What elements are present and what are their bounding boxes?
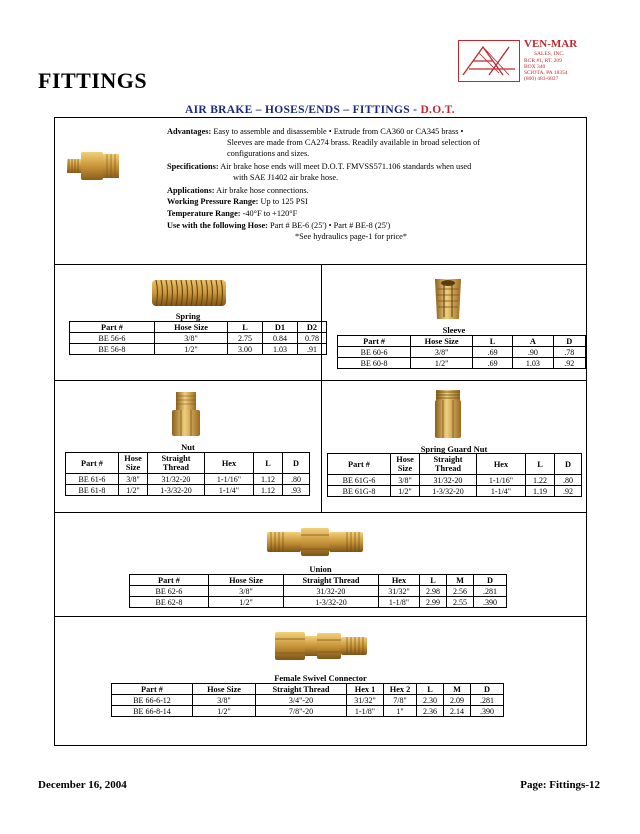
table-cell: 1/2"	[391, 486, 420, 497]
table-cell: BE 62-8	[130, 597, 209, 608]
table-cell: 1-1/16"	[205, 474, 254, 485]
hydraulics-note: *See hydraulics page-1 for price*	[295, 232, 407, 241]
table-cell: 7/8"-20	[256, 706, 347, 717]
logo-line: SALES, INC.	[534, 51, 565, 57]
table-cell: 7/8"	[384, 695, 417, 706]
table-cell: 1-1/8"	[347, 706, 384, 717]
table-cell: 1.03	[263, 344, 298, 355]
column-header: Straight Thread	[284, 575, 379, 586]
hose-label: Use with the following Hose:	[167, 221, 268, 230]
advantages-line: configurations and sizes.	[227, 149, 310, 158]
logo-mark	[458, 40, 520, 82]
table-row	[70, 344, 327, 355]
table-cell: 2.09	[444, 695, 471, 706]
table-cell: .80	[283, 474, 310, 485]
column-header: D2	[298, 322, 327, 333]
column-header: L	[420, 575, 447, 586]
table-cell: 2.56	[447, 586, 474, 597]
company-logo	[458, 40, 608, 86]
column-header: D	[283, 453, 310, 474]
table-row	[338, 347, 586, 358]
table-cell: 2.14	[444, 706, 471, 717]
advantages-line: Sleeves are made from CA274 brass. Readily available in broad selection of	[227, 138, 480, 147]
temperature-label: Temperature Range:	[167, 209, 241, 218]
spring-guard-nut-table	[327, 453, 582, 497]
table-cell: 2.99	[420, 597, 447, 608]
hose-end-photo	[65, 142, 121, 190]
spring-guard-nut-caption: Spring Guard Nut	[420, 444, 488, 454]
column-header: Straight Thread	[420, 454, 477, 475]
spring-caption: Spring	[175, 311, 201, 321]
column-header: Straight Thread	[256, 684, 347, 695]
table-cell: BE 60-8	[338, 358, 411, 369]
column-header: Straight Thread	[148, 453, 205, 474]
table-cell: .92	[553, 358, 586, 369]
section-divider	[55, 512, 586, 513]
logo-line: SCIOTA, PA 18354	[524, 70, 568, 76]
table-cell: 2.36	[417, 706, 444, 717]
table-cell: 31/32"	[347, 695, 384, 706]
logo-line: RCR #1, RT. 209	[524, 58, 562, 64]
column-header: Hex 2	[384, 684, 417, 695]
table-cell: 1-3/32-20	[420, 486, 477, 497]
table-cell: 3.00	[228, 344, 263, 355]
table-row	[70, 333, 327, 344]
advantages-label: Advantages:	[167, 127, 212, 136]
nut-caption: Nut	[181, 442, 195, 452]
column-header: L	[472, 336, 512, 347]
column-header: Hose Size	[391, 454, 420, 475]
column-header: Part #	[70, 322, 155, 333]
spring-photo	[150, 277, 228, 309]
pressure-text	[167, 197, 308, 207]
column-header: Part #	[338, 336, 411, 347]
column-header: A	[513, 336, 553, 347]
sleeve-table	[337, 335, 586, 369]
table-cell: 31/32-20	[420, 475, 477, 486]
column-header: D	[555, 454, 582, 475]
column-header: L	[417, 684, 444, 695]
table-row	[328, 486, 582, 497]
column-divider	[321, 264, 322, 512]
female-swivel-photo	[273, 626, 369, 666]
column-header: Part #	[130, 575, 209, 586]
table-cell: 1-3/32-20	[284, 597, 379, 608]
catalog-frame	[54, 117, 587, 746]
table-cell: 0.84	[263, 333, 298, 344]
table-cell: 1.19	[526, 486, 555, 497]
section-banner	[0, 104, 640, 116]
table-cell: 1"	[384, 706, 417, 717]
temperature-text	[167, 209, 297, 219]
table-cell: 31/32-20	[284, 586, 379, 597]
sleeve-caption: Sleeve	[442, 325, 466, 335]
hose-text	[167, 221, 390, 231]
banner-dot: D.O.T.	[420, 104, 455, 116]
column-header: L	[254, 453, 283, 474]
logo-line: (800) 483-6827	[524, 76, 559, 82]
section-divider	[55, 616, 586, 617]
specifications-line: with SAE J1402 air brake hose.	[233, 173, 339, 182]
advantages-line: Easy to assemble and disassemble • Extrude from CA360 or CA345 brass •	[211, 127, 464, 136]
footer-page-number: Page: Fittings-12	[520, 779, 600, 791]
column-header: D	[471, 684, 504, 695]
table-cell: BE 61G-6	[328, 475, 391, 486]
applications-value: Air brake hose connections.	[214, 186, 309, 195]
table-cell: 3/8"	[193, 695, 256, 706]
spring-table	[69, 321, 327, 355]
table-cell: 1-1/4"	[205, 485, 254, 496]
table-cell: 1-1/8"	[379, 597, 420, 608]
table-cell: 1-1/4"	[477, 486, 526, 497]
column-header: M	[444, 684, 471, 695]
table-cell: BE 66-6-12	[112, 695, 193, 706]
table-cell: 1-3/32-20	[148, 485, 205, 496]
table-cell: 1.22	[526, 475, 555, 486]
nut-photo	[169, 390, 203, 438]
banner-text: AIR BRAKE – HOSES/ENDS – FITTINGS -	[185, 104, 421, 116]
table-cell: BE 61G-8	[328, 486, 391, 497]
table-cell: 3/8"	[411, 347, 473, 358]
table-row	[130, 597, 507, 608]
advantages-text	[167, 127, 463, 137]
table-cell: .93	[283, 485, 310, 496]
table-cell: 1.12	[254, 485, 283, 496]
column-header: Hex 1	[347, 684, 384, 695]
column-header: Hex	[477, 454, 526, 475]
table-cell: 2.30	[417, 695, 444, 706]
table-cell: 1.12	[254, 474, 283, 485]
specifications-line: Air brake hose ends will meet D.O.T. FMVSS571.106 standards when used	[218, 162, 472, 171]
table-row	[66, 485, 310, 496]
column-header: D	[553, 336, 586, 347]
table-cell: 1.03	[513, 358, 553, 369]
column-header: Hose Size	[411, 336, 473, 347]
table-cell: BE 56-6	[70, 333, 155, 344]
table-cell: BE 61-6	[66, 474, 119, 485]
logo-name: VEN-MAR	[524, 38, 578, 50]
table-cell: BE 62-6	[130, 586, 209, 597]
table-cell: .80	[555, 475, 582, 486]
applications-label: Applications:	[167, 186, 215, 195]
table-cell: 31/32-20	[148, 474, 205, 485]
table-cell: 2.75	[228, 333, 263, 344]
pressure-label: Working Pressure Range:	[167, 197, 259, 206]
table-cell: 1-1/16"	[477, 475, 526, 486]
table-row	[112, 706, 504, 717]
table-cell: .281	[471, 695, 504, 706]
table-cell: .91	[298, 344, 327, 355]
table-cell: .390	[471, 706, 504, 717]
specifications-label: Specifications:	[167, 162, 219, 171]
table-cell: .78	[553, 347, 586, 358]
column-header: L	[228, 322, 263, 333]
column-header: L	[526, 454, 555, 475]
table-cell: 3/4"-20	[256, 695, 347, 706]
table-row	[112, 695, 504, 706]
table-row	[66, 474, 310, 485]
table-cell: 3/8"	[209, 586, 284, 597]
union-table	[129, 574, 507, 608]
female-swivel-table	[111, 683, 504, 717]
column-header: Part #	[66, 453, 119, 474]
pressure-value: Up to 125 PSI	[258, 197, 308, 206]
column-header: Part #	[112, 684, 193, 695]
table-cell: 1/2"	[193, 706, 256, 717]
column-header: D1	[263, 322, 298, 333]
table-cell: BE 66-8-14	[112, 706, 193, 717]
table-cell: BE 56-8	[70, 344, 155, 355]
table-cell: 3/8"	[391, 475, 420, 486]
table-cell: 2.98	[420, 586, 447, 597]
table-cell: 0.78	[298, 333, 327, 344]
table-cell: 31/32"	[379, 586, 420, 597]
table-cell: 1/2"	[155, 344, 228, 355]
table-cell: .69	[472, 358, 512, 369]
page-title: FITTINGS	[38, 68, 148, 93]
table-cell: .92	[555, 486, 582, 497]
table-cell: 1/2"	[209, 597, 284, 608]
column-header: Hose Size	[119, 453, 148, 474]
table-cell: .390	[474, 597, 507, 608]
column-header: Part #	[328, 454, 391, 475]
column-header: Hex	[379, 575, 420, 586]
column-header: Hex	[205, 453, 254, 474]
column-header: Hose Size	[209, 575, 284, 586]
spring-guard-nut-photo	[431, 388, 465, 440]
union-caption: Union	[309, 564, 332, 574]
column-header: D	[474, 575, 507, 586]
table-cell: 3/8"	[155, 333, 228, 344]
table-cell: .90	[513, 347, 553, 358]
nut-table	[65, 452, 310, 496]
union-photo	[265, 522, 365, 562]
column-header: Hose Size	[155, 322, 228, 333]
table-cell: 1/2"	[411, 358, 473, 369]
table-cell: 2.55	[447, 597, 474, 608]
sleeve-photo	[431, 275, 465, 323]
specifications-text	[167, 162, 471, 172]
applications-text	[167, 186, 309, 196]
female-swivel-caption: Female Swivel Connector	[274, 673, 367, 683]
logo-line: BOX 340	[524, 64, 546, 70]
table-cell: .281	[474, 586, 507, 597]
table-cell: .69	[472, 347, 512, 358]
table-cell: BE 60-6	[338, 347, 411, 358]
column-header: Hose Size	[193, 684, 256, 695]
table-cell: 1/2"	[119, 485, 148, 496]
table-row	[338, 358, 586, 369]
footer-date: December 16, 2004	[38, 779, 127, 791]
table-cell: BE 61-8	[66, 485, 119, 496]
table-cell: 3/8"	[119, 474, 148, 485]
temperature-value: -40°F to +120°F	[240, 209, 298, 218]
column-header: M	[447, 575, 474, 586]
table-row	[328, 475, 582, 486]
hose-value: Part # BE-6 (25') • Part # BE-8 (25')	[267, 221, 391, 230]
table-row	[130, 586, 507, 597]
